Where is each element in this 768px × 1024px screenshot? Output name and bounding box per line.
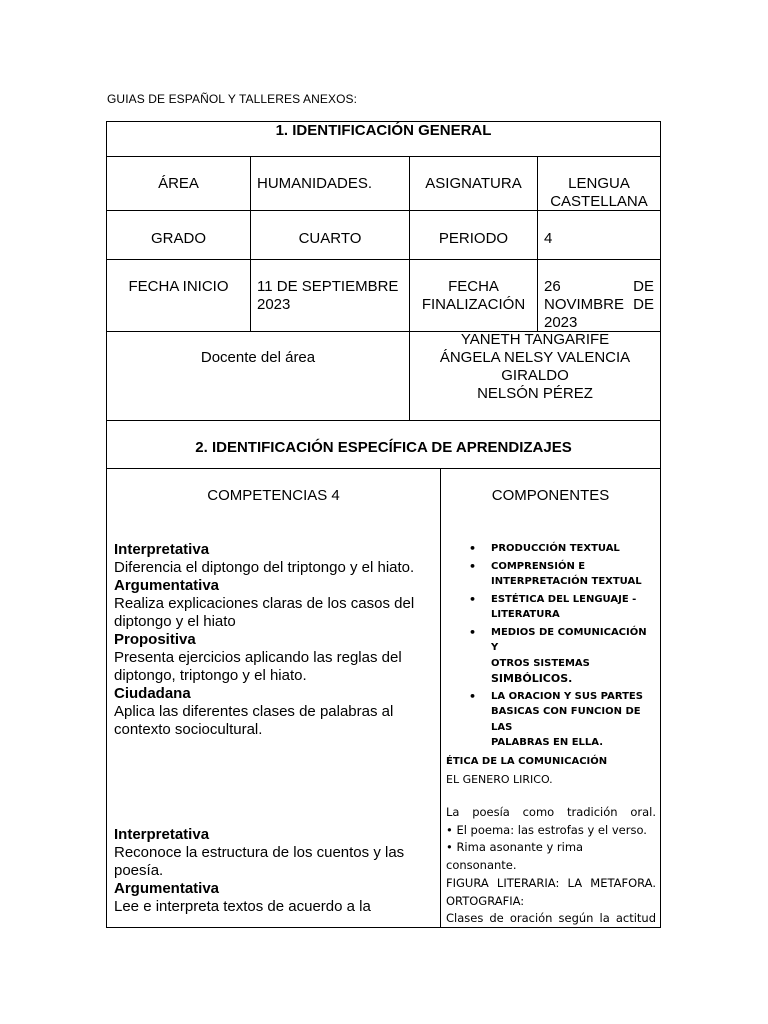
competencia-text: poesía.: [114, 862, 164, 879]
competencia-label: Argumentativa: [114, 577, 220, 594]
competencia-text: Presenta ejercicios aplicando las reglas del: [114, 649, 402, 666]
componente-line: • ESTÉTICA DEL LENGUAJE -: [491, 593, 637, 605]
fecha-fin-label: [410, 278, 537, 314]
document-title: GUIAS DE ESPAÑOL Y TALLERES ANEXOS:: [107, 92, 358, 106]
grado-label: GRADO: [150, 230, 206, 247]
grado-value: CUARTO: [298, 230, 362, 247]
componente-line: SIMBÓLICOS.: [491, 672, 573, 685]
row-divider: [106, 420, 661, 421]
row-divider: [106, 156, 661, 157]
poesia-line: La poesía como tradición oral.: [446, 805, 656, 819]
competencia-text: Lee e interpreta textos de acuerdo a la: [114, 898, 371, 915]
competencia-label: Interpretativa: [114, 826, 210, 843]
figura-section: [446, 875, 656, 928]
asignatura-label: ASIGNATURA: [425, 175, 522, 192]
fecha-fin-line1: 26 DE: [544, 278, 654, 295]
asignatura-value-line1: LENGUA: [568, 175, 630, 192]
componente-line: OTROS SISTEMAS: [491, 657, 590, 669]
componentes-list: [447, 541, 657, 753]
docente-label: Docente del área: [200, 349, 316, 366]
etica-title: ÉTICA DE LA COMUNICACIÓN: [446, 756, 608, 767]
fecha-inicio-line1: 11 DE SEPTIEMBRE: [257, 278, 399, 295]
componente-item: [447, 559, 657, 590]
componente-line: LITERATURA: [491, 609, 560, 620]
componente-item: [447, 541, 657, 557]
componente-line: • MEDIOS DE COMUNICACIÓN Y: [491, 626, 647, 653]
competencias-block-2: [114, 826, 436, 916]
fecha-inicio-line2: 2023: [257, 296, 291, 313]
competencia-text: contexto sociocultural.: [114, 721, 263, 738]
docente-name: YANETH TANGARIFE: [460, 331, 610, 348]
section1-heading: 1. IDENTIFICACIÓN GENERAL: [275, 122, 492, 139]
componente-line: INTERPRETACIÓN TEXTUAL: [491, 576, 642, 587]
fecha-fin-label-line2: FINALIZACIÓN: [421, 296, 526, 313]
ortografia-line: ORTOGRAFIA:: [446, 893, 525, 908]
componente-item: [447, 625, 657, 687]
competencia-text: Reconoce la estructura de los cuentos y las: [114, 844, 405, 861]
fecha-fin-line2: NOVIMBRE DE: [544, 296, 654, 313]
section2-heading: 2. IDENTIFICACIÓN ESPECÍFICA DE APRENDIZAJES: [195, 439, 572, 456]
genero-lirico: EL GENERO LIRICO.: [446, 772, 553, 786]
fecha-fin-label-line1: FECHA: [448, 278, 499, 295]
rima-line: • Rima asonante y rima consonante.: [446, 840, 584, 872]
asignatura-value: [538, 175, 660, 211]
fecha-inicio-value: [257, 278, 409, 314]
competencia-text: Aplica las diferentes clases de palabras al: [114, 703, 394, 720]
periodo-label: PERIODO: [438, 230, 509, 247]
col-divider: [440, 468, 441, 928]
competencias-header: COMPETENCIAS 4: [207, 487, 340, 504]
competencia-label: Interpretativa: [114, 541, 210, 558]
competencia-text: diptongo y el hiato: [114, 613, 236, 630]
poesia-section: [446, 804, 656, 874]
competencia-label: Propositiva: [114, 631, 196, 648]
clases-line: Clases de oración según la actitud: [446, 911, 656, 925]
competencia-text: Diferencia el diptongo del triptongo y el hiato.: [114, 559, 415, 576]
componente-line: BASICAS CON FUNCION DE LAS: [491, 706, 641, 733]
row-divider: [106, 259, 661, 260]
competencia-label: Ciudadana: [114, 685, 191, 702]
componente-line: • PRODUCCIÓN TEXTUAL: [491, 543, 620, 554]
asignatura-value-line2: CASTELLANA: [550, 193, 648, 210]
periodo-value: 4: [544, 230, 553, 247]
docente-name: GIRALDO: [501, 367, 569, 384]
fecha-fin-line3: 2023: [544, 314, 578, 331]
competencias-block-1: [114, 541, 436, 739]
componente-line: • COMPRENSIÓN E: [491, 560, 586, 572]
poema-line: • El poema: las estrofas y el verso.: [446, 822, 647, 837]
fecha-fin-value: [544, 278, 654, 332]
componente-line: • LA ORACION Y SUS PARTES: [491, 690, 643, 702]
figura-line: FIGURA LITERARIA: LA METAFORA.: [446, 876, 656, 890]
competencia-text: Realiza explicaciones claras de los casos del: [114, 595, 415, 612]
componentes-header: COMPONENTES: [491, 487, 610, 504]
componente-item: [447, 689, 657, 751]
competencia-label: Argumentativa: [114, 880, 220, 897]
etica-section: [446, 753, 656, 788]
componente-item: [447, 592, 657, 623]
fecha-inicio-label: FECHA INICIO: [128, 278, 229, 295]
area-value: HUMANIDADES.: [257, 175, 373, 192]
docentes-list: [410, 331, 660, 403]
competencia-text: diptongo, triptongo y el hiato.: [114, 667, 307, 684]
docente-name: ÁNGELA NELSY VALENCIA: [439, 349, 631, 366]
componente-line: PALABRAS EN ELLA.: [491, 737, 603, 748]
area-label: ÁREA: [158, 175, 199, 192]
docente-name: NELSÓN PÉREZ: [477, 385, 593, 402]
row-divider: [106, 468, 661, 469]
